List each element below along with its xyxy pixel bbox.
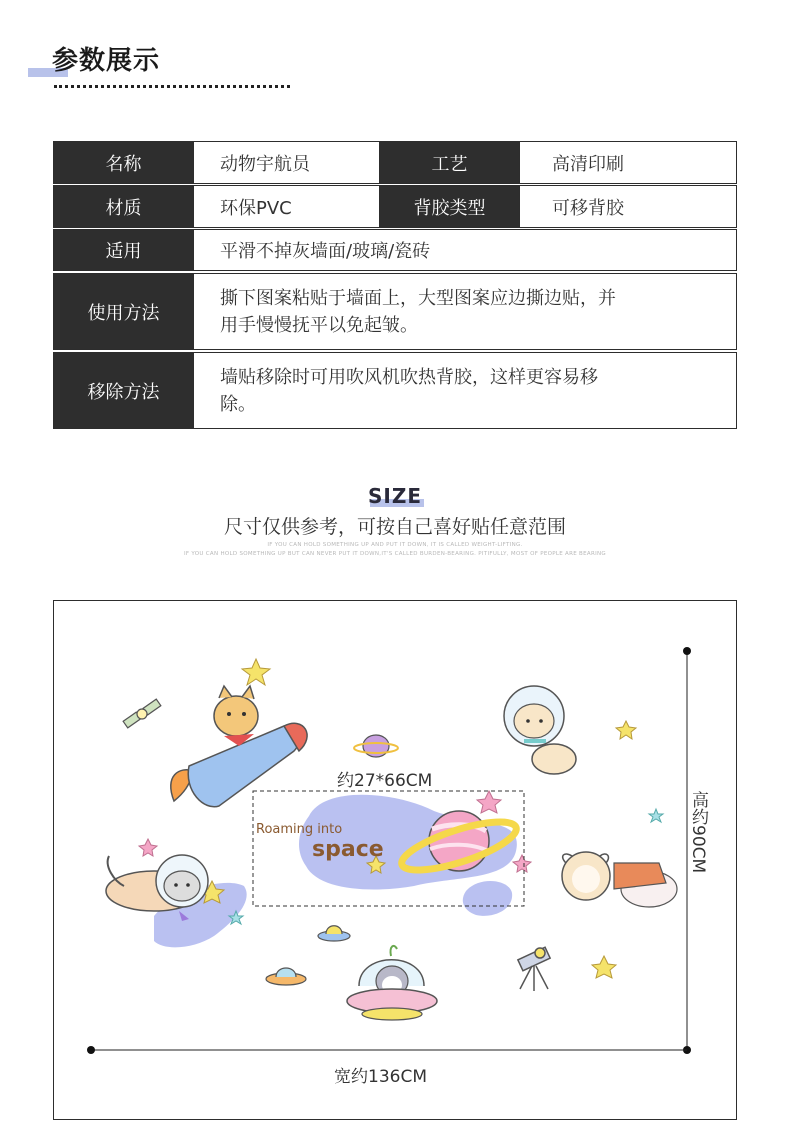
logo-line-2: space	[312, 837, 384, 862]
param-row-apply	[53, 229, 737, 271]
param-value-usage: 撕下图案粘贴于墙面上，大型图案应边撕边贴，并用手慢慢抚平以免起皱。	[193, 274, 736, 349]
sheep-jetpack-icon	[562, 852, 677, 907]
rocket-shiba-icon	[171, 686, 307, 807]
star-icon	[242, 659, 270, 685]
bunny-astronaut-icon	[504, 686, 576, 774]
param-value-remove: 墙贴移除时可用吹风机吹热背胶，这样更容易移除。	[193, 353, 736, 428]
param-label-usage: 使用方法	[54, 274, 193, 349]
small-planet-icon	[354, 735, 398, 757]
section-title: 参数展示	[52, 46, 161, 76]
inner-dimension-label: 约27*66CM	[337, 771, 433, 791]
param-value-material: 环保PVC	[193, 186, 379, 227]
height-top-dot	[683, 647, 691, 655]
param-row-usage	[53, 273, 737, 350]
size-subtitle: 尺寸仅供参考，可按自己喜好贴任意范围	[223, 516, 566, 538]
logo-line-1: Roaming into	[256, 822, 343, 837]
star-icon	[649, 809, 663, 822]
star-icon	[592, 956, 616, 978]
star-icon	[513, 855, 531, 872]
param-row-material-backing	[53, 185, 737, 228]
fine-print-2: IF YOU CAN HOLD SOMETHING UP BUT CAN NEVER PUT IT DOWN,IT'S CALLED BURDEN-BEARING. PITIFULLY, MOST OF PEOPLE ARE BEARING	[184, 551, 606, 557]
satellite-icon	[123, 699, 161, 728]
section-header	[28, 36, 298, 96]
param-value-name: 动物宇航员	[193, 142, 379, 183]
param-label-apply: 适用	[54, 230, 193, 270]
param-value-backing: 可移背胶	[519, 186, 736, 227]
height-dimension-label: 高约90CM	[688, 791, 708, 874]
ufo-left-icon	[266, 968, 306, 985]
fine-print-1: IF YOU CAN HOLD SOMETHING UP AND PUT IT DOWN, IT IS CALLED WEIGHT-LIFTING.	[267, 542, 523, 548]
penguin-ufo-icon	[347, 946, 437, 1020]
param-row-remove	[53, 352, 737, 429]
param-label-name: 名称	[54, 142, 193, 183]
param-value-craft: 高清印刷	[519, 142, 736, 183]
param-label-remove: 移除方法	[54, 353, 193, 428]
param-value-apply: 平滑不掉灰墙面/玻璃/瓷砖	[193, 230, 736, 270]
size-heading: SIZE	[367, 484, 422, 508]
param-label-material: 材质	[54, 186, 193, 227]
param-row-name-craft	[53, 141, 737, 184]
telescope-icon	[518, 947, 550, 991]
param-label-backing: 背胶类型	[379, 186, 519, 227]
space-illustration	[54, 601, 738, 1121]
cloud-right	[463, 881, 512, 916]
illustration-frame	[53, 600, 737, 1120]
star-icon	[139, 839, 157, 856]
ufo-small-icon	[318, 926, 350, 941]
star-icon	[477, 791, 501, 813]
width-left-dot	[87, 1046, 95, 1054]
dotted-divider	[54, 85, 290, 88]
param-label-craft: 工艺	[379, 142, 519, 183]
star-icon	[616, 721, 636, 739]
width-dimension-label: 宽约136CM	[334, 1067, 427, 1087]
